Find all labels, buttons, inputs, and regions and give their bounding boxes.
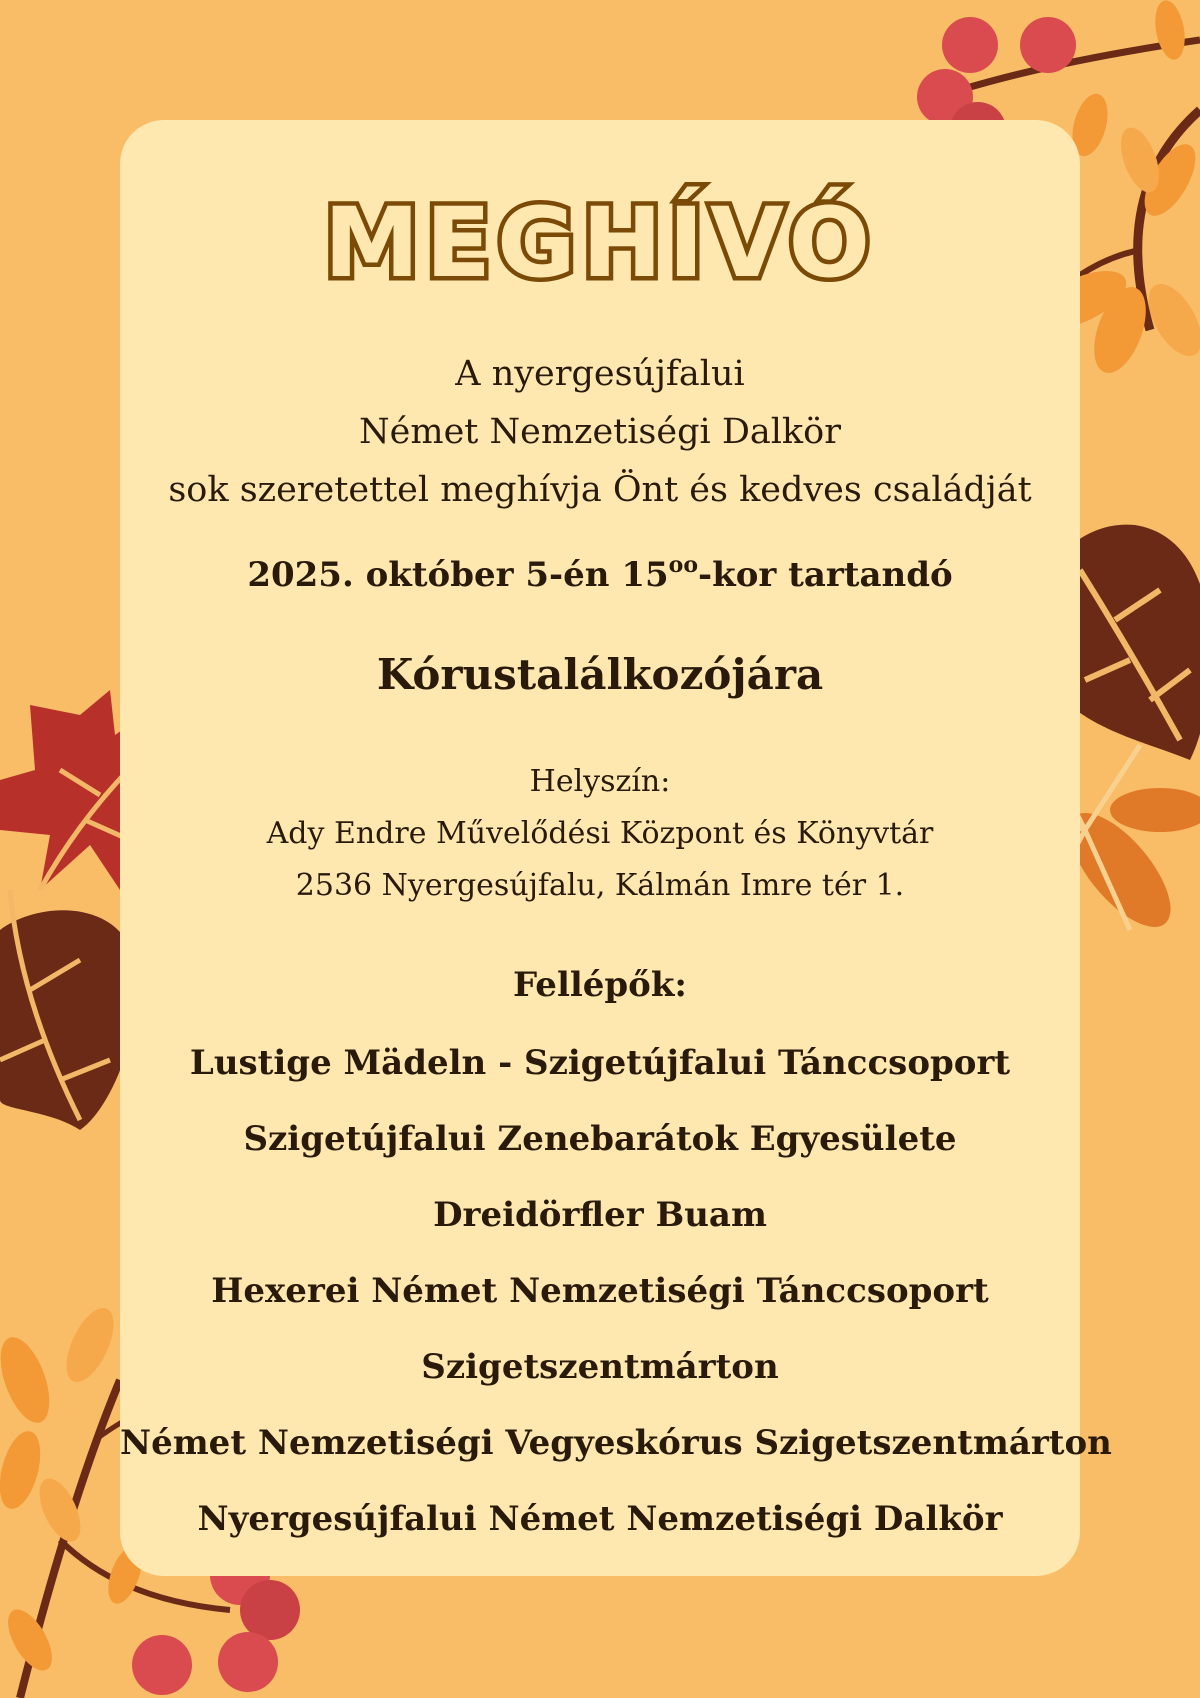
event-date — [120, 552, 1080, 595]
event-date-text: 2025. október 5-én 15 — [247, 555, 669, 595]
performer-item: Hexerei Német Nemzetiségi Tánccsoport — [211, 1271, 989, 1311]
intro-line-1: A nyergesújfalui — [455, 354, 745, 394]
performer-item: Lustige Mädeln - Szigetújfalui Tánccsoport — [189, 1043, 1011, 1083]
performers-list — [120, 1025, 1112, 1557]
venue-block — [120, 756, 1080, 912]
performer-item: Szigetszentmárton — [421, 1347, 779, 1387]
performer-item: Szigetújfalui Zenebarátok Egyesülete — [243, 1119, 957, 1159]
berry-icon — [218, 1632, 278, 1692]
event-name: Kórustalálkozójára — [376, 650, 824, 699]
intro-line-3: sok szeretettel meghívja Önt és kedves családját — [168, 470, 1032, 510]
event-time-minutes: oo — [668, 552, 699, 578]
intro-line-2: Német Nemzetiségi Dalkör — [359, 412, 841, 452]
performer-item: Dreidörfler Buam — [433, 1195, 767, 1235]
performer-item: Nyergesújfalui Német Nemzetiségi Dalkör — [197, 1499, 1003, 1539]
berry-icon — [1020, 17, 1076, 73]
event-date-suffix: -kor tartandó — [698, 555, 953, 595]
intro-text — [120, 345, 1080, 519]
left-dark-leaf — [0, 890, 137, 1130]
performers-heading: Fellépők: — [513, 965, 687, 1005]
performer-item: Német Nemzetiségi Vegyeskórus Szigetszentmárton — [120, 1423, 1112, 1463]
venue-label: Helyszín: — [529, 764, 671, 799]
berry-icon — [240, 1580, 300, 1640]
berry-icon — [132, 1635, 192, 1695]
invitation-title: MEGHÍVÓ — [323, 187, 877, 299]
venue-address: 2536 Nyergesújfalu, Kálmán Imre tér 1. — [295, 868, 905, 903]
berry-icon — [942, 17, 998, 73]
venue-name: Ady Endre Művelődési Központ és Könyvtár — [266, 816, 934, 851]
